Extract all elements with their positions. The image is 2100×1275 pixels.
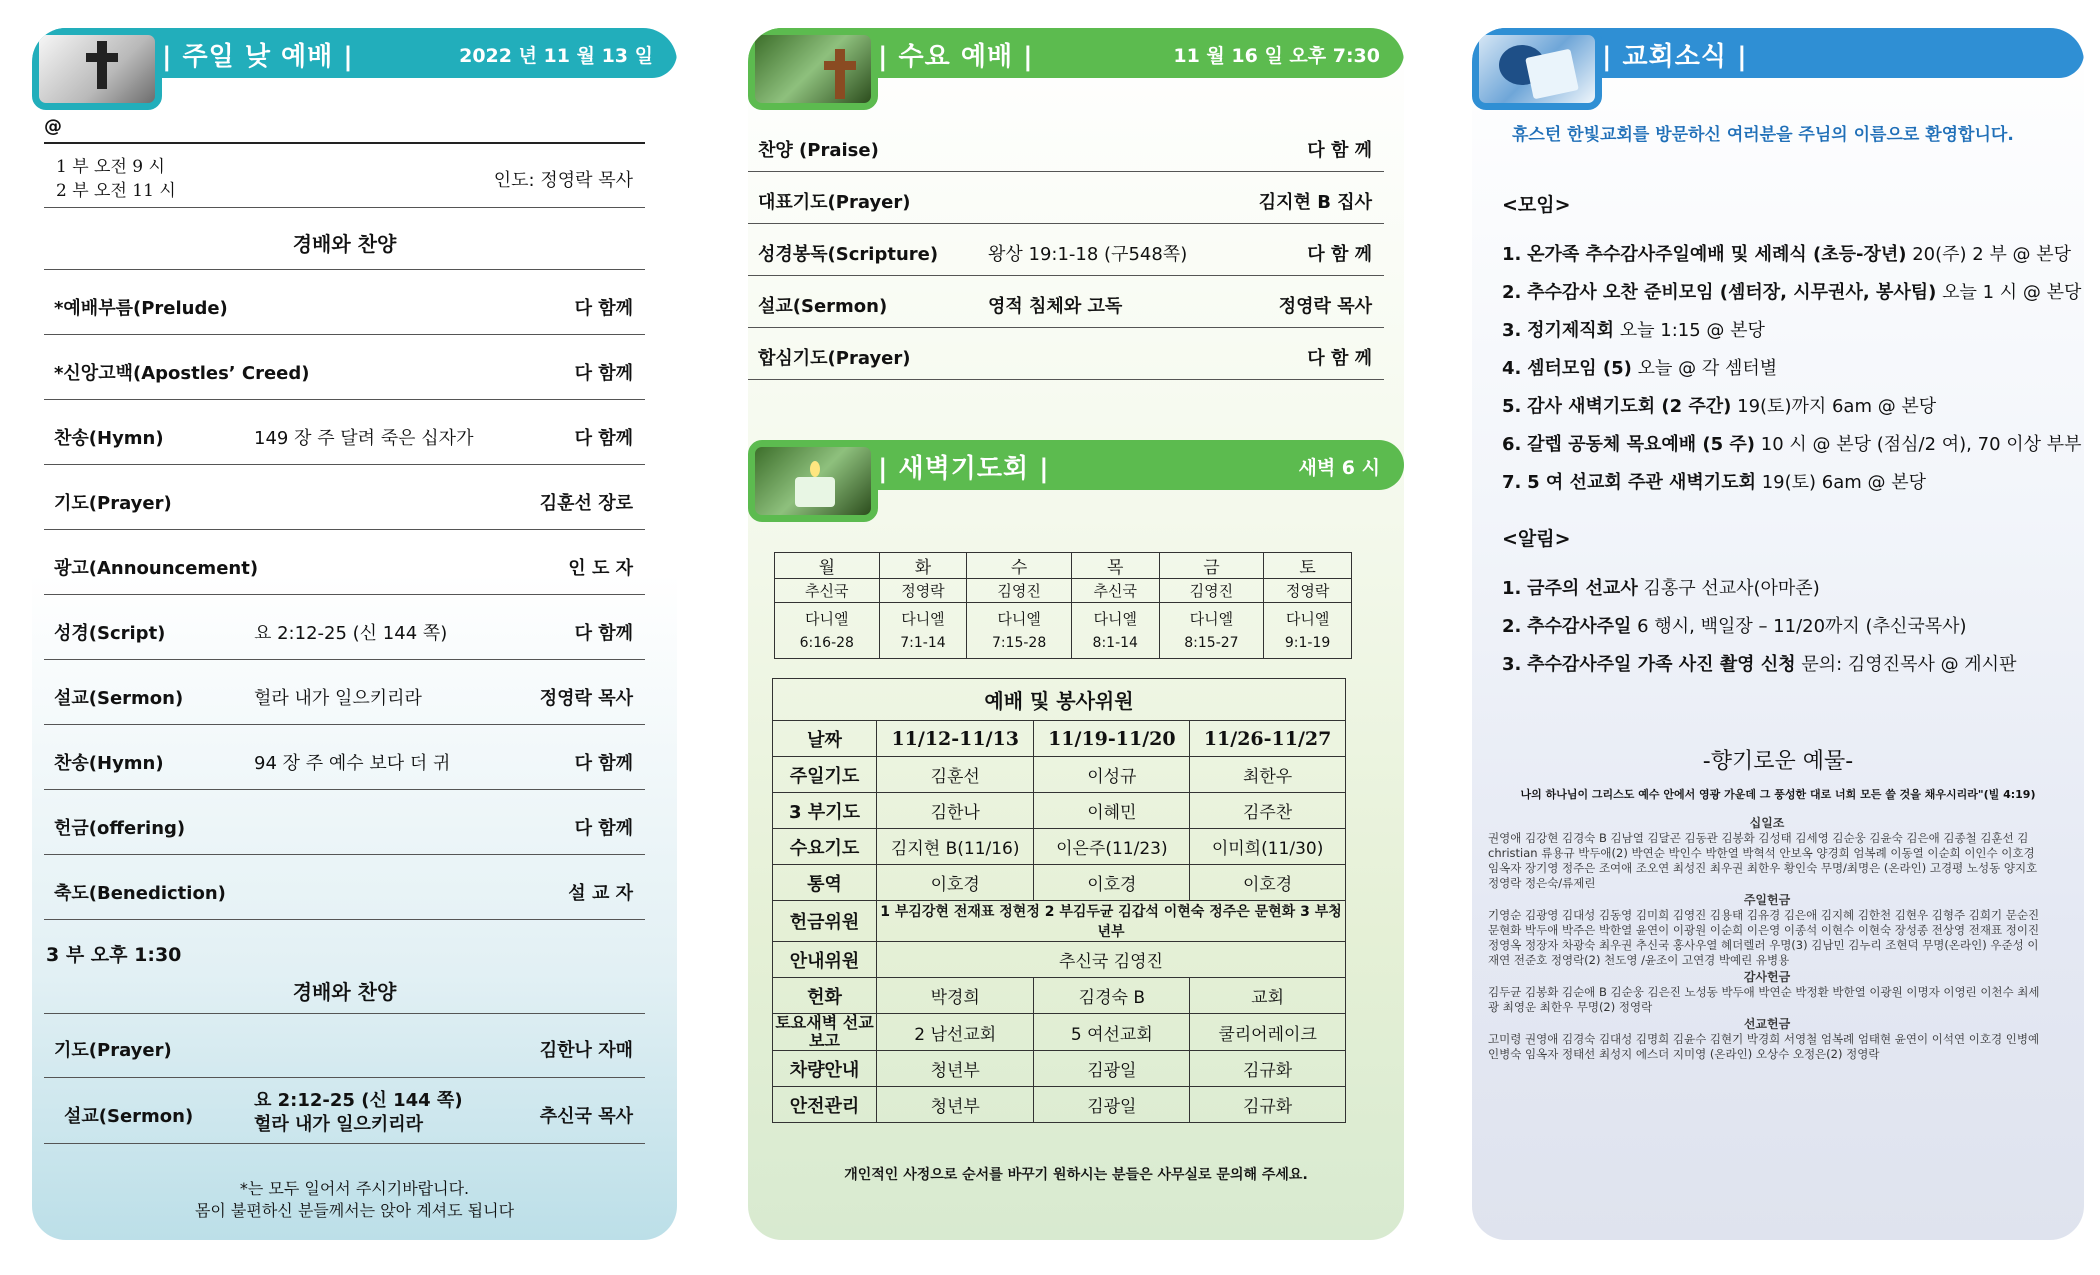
dawn-day: 토 bbox=[1264, 553, 1352, 579]
offering-verse: 나의 하나님이 그리스도 예수 안에서 영광 가운데 그 풍성한 대로 너희 모든 쓸 것을 채우시리라"(빌 4:19) bbox=[1520, 788, 2036, 801]
notice-name: 추수감사주일 가족 사진 촬영 신청 bbox=[1527, 654, 1796, 675]
duty-cell: 청년부 bbox=[877, 1087, 1034, 1123]
dawn-reading bbox=[1071, 603, 1159, 659]
duty-label: 주일기도 bbox=[773, 757, 877, 793]
duty-date: 11/19-11/20 bbox=[1034, 721, 1190, 757]
meeting-item bbox=[1502, 392, 1936, 418]
meeting-name: 셈터모임 (5) bbox=[1527, 358, 1632, 379]
dawn-reading bbox=[775, 603, 880, 659]
duty-cell: 김지현 B(11/16) bbox=[877, 829, 1034, 865]
dawn-leader: 정영락 bbox=[879, 579, 967, 603]
duty-cell: 청년부 bbox=[877, 1051, 1034, 1087]
dawn-leader: 정영락 bbox=[1264, 579, 1352, 603]
duty-cell: 김광일 bbox=[1034, 1087, 1190, 1123]
order-detail: 요 2:12-25 (신 144 쪽) bbox=[254, 623, 448, 644]
duty-label: 통역 bbox=[773, 865, 877, 901]
section-heading-row bbox=[44, 208, 645, 270]
dawn-days-row bbox=[775, 553, 1352, 579]
tithe-names: 권영애 김강현 김경숙 B 김남열 김달곤 김동관 김봉화 김성태 김세영 김순웅 김윤숙 김은애 김종철 김훈선 김 christian 류용규 박두애(2) 박연순 박인수 박한열 박혁석 안보옥 양경희 엄복례 이동열 이순희 이인수 이호경 임옥자 장기영 정주은 조여애 조오연 최성진 최우권 최한우 황인숙 무명/최명은 (온라인) 고경평 노성동 양지호 정영락 정은숙/류제린 bbox=[1488, 831, 2038, 890]
meeting-number: 5. bbox=[1502, 396, 1522, 417]
gift-card-image bbox=[1472, 28, 1602, 110]
order-person: 정영락 목사 bbox=[539, 688, 633, 709]
duty-cell: 이호경 bbox=[1190, 865, 1346, 901]
wednesday-date: 11 월 16 일 오후 7:30 bbox=[1173, 45, 1380, 67]
duty-row bbox=[773, 1087, 1346, 1123]
meeting-detail: 오늘 @ 각 셈터별 bbox=[1637, 358, 1778, 379]
duty-row bbox=[773, 978, 1346, 1014]
order-detail: 영적 침체와 고독 bbox=[988, 296, 1123, 317]
order-row bbox=[748, 276, 1384, 328]
section-heading: 경배와 찬양 bbox=[292, 232, 397, 256]
footnote-line-1: *는 모두 일어서 주시기바랍니다. bbox=[239, 1179, 470, 1198]
section-heading-3: 경배와 찬양 bbox=[292, 980, 397, 1004]
order-person: 다 함께 bbox=[574, 298, 633, 319]
notice-item bbox=[1502, 650, 2016, 676]
dawn-reading bbox=[879, 603, 967, 659]
notice-detail: 6 행시, 백일장 – 11/20까지 (추신국목사) bbox=[1637, 616, 1967, 637]
order-person: 인 도 자 bbox=[568, 558, 633, 579]
notice-name: 금주의 선교사 bbox=[1527, 578, 1638, 599]
dawn-reading-book: 다니엘 bbox=[901, 609, 945, 628]
duty-cell: 김훈선 bbox=[877, 757, 1034, 793]
meeting-detail: 20(주) 2 부 @ 본당 bbox=[1912, 244, 2072, 265]
order-row bbox=[44, 790, 645, 855]
dawn-reading-verses: 7:15-28 bbox=[991, 634, 1047, 651]
dawn-leaders-row bbox=[775, 579, 1352, 603]
duty-label: 안전관리 bbox=[773, 1087, 877, 1123]
service-3-prayer-row bbox=[44, 1014, 645, 1078]
cross-icon bbox=[835, 49, 845, 99]
order-label: 기도(Prayer) bbox=[54, 1040, 172, 1061]
order-label: *예배부름(Prelude) bbox=[54, 298, 228, 319]
meeting-item bbox=[1502, 316, 1765, 342]
dawn-reading-verses: 8:15-27 bbox=[1184, 634, 1239, 651]
dawn-readings-row bbox=[775, 603, 1352, 659]
duty-cell: 이성규 bbox=[1034, 757, 1190, 793]
dawn-header-title: | 새벽기도회 | bbox=[878, 454, 1050, 484]
duty-cell: 김광일 bbox=[1034, 1051, 1190, 1087]
duty-cell: 이혜민 bbox=[1034, 793, 1190, 829]
order-row bbox=[44, 400, 645, 465]
dawn-reading-book: 다니엘 bbox=[997, 609, 1041, 628]
order-detail: 왕상 19:1-18 (구548쪽) bbox=[988, 244, 1188, 265]
duty-label: 수요기도 bbox=[773, 829, 877, 865]
dawn-reading bbox=[1264, 603, 1352, 659]
order-label: 찬송(Hymn) bbox=[54, 753, 164, 774]
cross-icon bbox=[97, 41, 107, 89]
service-leader: 인도: 정영락 목사 bbox=[493, 170, 633, 191]
meeting-item bbox=[1502, 430, 2082, 456]
order-row bbox=[44, 270, 645, 335]
meeting-name: 감사 새벽기도회 (2 주간) bbox=[1527, 396, 1732, 417]
section-heading-3-row bbox=[44, 964, 645, 1014]
duty-cell: 김한나 bbox=[877, 793, 1034, 829]
dawn-reading bbox=[1159, 603, 1264, 659]
order-person: 다 함께 bbox=[574, 428, 633, 449]
duty-row bbox=[773, 1014, 1346, 1051]
order-label: 기도(Prayer) bbox=[54, 493, 172, 514]
order-row bbox=[44, 530, 645, 595]
duty-table bbox=[772, 678, 1346, 1123]
cross-bar-icon bbox=[824, 61, 856, 70]
thanksgiving-names: 김두균 김봉화 김순애 B 김순웅 김은진 노성동 박두애 박연순 박정환 박한열 이광원 이명자 이영린 이천수 최세광 최영운 최한우 무명(2) 정영락 bbox=[1488, 985, 2040, 1014]
dawn-time: 새벽 6 시 bbox=[1298, 457, 1380, 479]
order-person: 다 함께 bbox=[574, 363, 633, 384]
meeting-number: 3. bbox=[1502, 320, 1522, 341]
order-person: 추신국 목사 bbox=[539, 1106, 633, 1127]
wednesday-header-title: | 수요 예배 | bbox=[878, 42, 1034, 72]
order-detail: 94 장 주 예수 보다 더 귀 bbox=[254, 753, 451, 774]
duty-date: 11/26-11/27 bbox=[1190, 721, 1346, 757]
meeting-name: 5 여 선교회 주관 새벽기도회 bbox=[1527, 472, 1756, 493]
dawn-day: 화 bbox=[879, 553, 967, 579]
order-label: 설교(Sermon) bbox=[54, 688, 184, 709]
duty-row bbox=[773, 1051, 1346, 1087]
divider bbox=[44, 142, 645, 144]
order-row bbox=[44, 335, 645, 400]
meeting-item bbox=[1502, 468, 1926, 494]
welcome-message: 휴스턴 한빛교회를 방문하신 여러분을 주님의 이름으로 환영합니다. bbox=[1512, 125, 2014, 145]
meeting-name: 추수감사 오찬 준비모임 (셈터장, 시무권사, 봉사팀) bbox=[1527, 282, 1937, 303]
meeting-number: 2. bbox=[1502, 282, 1522, 303]
order-label: 성경봉독(Scripture) bbox=[758, 244, 939, 265]
offering-list bbox=[1488, 814, 2046, 1062]
dawn-reading-verses: 8:1-14 bbox=[1092, 634, 1138, 651]
sunday-header-title: | 주일 낮 예배 | bbox=[162, 42, 354, 72]
dawn-leader: 김영진 bbox=[1159, 579, 1264, 603]
dawn-schedule-table bbox=[774, 552, 1352, 659]
duty-offering-row bbox=[773, 901, 1346, 942]
meeting-detail: 오늘 1 시 @ 본당 bbox=[1942, 282, 2082, 303]
duty-title: 예배 및 봉사위원 bbox=[773, 679, 1346, 721]
meeting-item bbox=[1502, 240, 2071, 266]
order-person: 정영락 목사 bbox=[1278, 296, 1372, 317]
meeting-detail: 19(토)까지 6am @ 본당 bbox=[1737, 396, 1937, 417]
candle-image bbox=[748, 440, 878, 522]
notice-item bbox=[1502, 612, 1967, 638]
order-row bbox=[748, 120, 1384, 172]
order-label: 찬송(Hymn) bbox=[54, 428, 164, 449]
notice-number: 3. bbox=[1502, 654, 1522, 675]
duty-cell: 김주찬 bbox=[1190, 793, 1346, 829]
dawn-day: 목 bbox=[1071, 553, 1159, 579]
order-label: 축도(Benediction) bbox=[54, 883, 226, 904]
dawn-reading-book: 다니엘 bbox=[1285, 609, 1330, 628]
thanksgiving-heading: 감사헌금 bbox=[1743, 970, 1791, 984]
dawn-leader: 김영진 bbox=[967, 579, 1072, 603]
meeting-detail: 19(토) 6am @ 본당 bbox=[1761, 472, 1926, 493]
order-label: 합심기도(Prayer) bbox=[758, 348, 911, 369]
service-2-time: 2 부 오전 11 시 bbox=[56, 181, 176, 201]
notice-number: 2. bbox=[1502, 616, 1522, 637]
order-label: 찬양 (Praise) bbox=[758, 140, 879, 161]
order-person: 다 함 께 bbox=[1307, 244, 1372, 265]
duty-cell: 이호경 bbox=[877, 865, 1034, 901]
dawn-reading-book: 다니엘 bbox=[805, 609, 849, 628]
order-label: 광고(Announcement) bbox=[54, 558, 259, 579]
duty-label: 헌화 bbox=[773, 978, 877, 1014]
order-person: 다 함께 bbox=[574, 623, 633, 644]
meeting-name: 정기제직회 bbox=[1527, 320, 1615, 341]
dawn-day: 금 bbox=[1159, 553, 1264, 579]
candle-icon bbox=[795, 477, 835, 507]
service-3-time: 3 부 오후 1:30 bbox=[46, 944, 182, 966]
footnote bbox=[32, 1178, 677, 1222]
duty-cell: 이호경 bbox=[1034, 865, 1190, 901]
dawn-leader: 추신국 bbox=[775, 579, 880, 603]
duty-usher-row bbox=[773, 942, 1346, 978]
meeting-number: 1. bbox=[1502, 244, 1522, 265]
duty-cell: 쿨리어레이크 bbox=[1190, 1014, 1346, 1051]
wednesday-service-panel bbox=[748, 28, 1404, 1240]
dawn-reading-book: 다니엘 bbox=[1093, 609, 1137, 628]
sermon-title: 헐라 내가 일으키리라 bbox=[254, 1114, 424, 1135]
dawn-day: 월 bbox=[775, 553, 880, 579]
church-news-panel bbox=[1472, 28, 2084, 1240]
meeting-detail: 오늘 1:15 @ 본당 bbox=[1619, 320, 1765, 341]
order-person: 김지현 B 집사 bbox=[1258, 192, 1372, 213]
notice-detail: 문의: 김영진목사 @ 게시판 bbox=[1801, 654, 2017, 675]
duty-cell: 2 남선교회 bbox=[877, 1014, 1034, 1051]
dawn-reading-verses: 9:1-19 bbox=[1284, 634, 1331, 651]
service-1-time: 1 부 오전 9 시 bbox=[56, 157, 165, 177]
mission-heading: 선교헌금 bbox=[1743, 1017, 1791, 1031]
order-row bbox=[44, 660, 645, 725]
flame-icon bbox=[810, 461, 820, 477]
dawn-leader: 추신국 bbox=[1071, 579, 1159, 603]
meeting-detail: 10 시 @ 본당 (점심/2 여), 70 이상 부부 bbox=[1760, 434, 2082, 455]
sunday-offering-heading: 주일헌금 bbox=[1743, 893, 1791, 907]
duty-label: 3 부기도 bbox=[773, 793, 877, 829]
order-person: 김한나 자매 bbox=[539, 1040, 633, 1061]
duty-row bbox=[773, 757, 1346, 793]
duty-row bbox=[773, 829, 1346, 865]
notice-item bbox=[1502, 574, 1820, 600]
meeting-name: 온가족 추수감사주일예배 및 세례식 (초등-장년) bbox=[1527, 244, 1907, 265]
mission-names: 고미령 권영애 김경숙 김대성 김명희 김윤수 김현기 박경희 서영철 엄복례 엄태현 윤연이 이석연 이호경 인병예 인병숙 임옥자 정태선 최성지 에스더 지미영 (온라인) 오상수 오정은(2) 정영락 bbox=[1488, 1032, 2040, 1061]
meetings-title: <모임> bbox=[1502, 194, 1571, 216]
order-person: 다 함께 bbox=[574, 753, 633, 774]
sunday-offering-names: 기영순 김광영 김대성 김동영 김미희 김영진 김용태 김유경 김은애 김지혜 김한천 김현우 김형주 김희기 문순진 문현화 박두애 박주은 박한열 윤연이 이광원 이순희 이은영 이종석 이현수 이현숙 장성종 전상영 전재표 정이진 정영옥 정장자 차광숙 최우권 추신국 홍사우열 혜더렐러 우명(3) 김남민 김누리 조현덕 무명(온라인) 우준성 이재연 전준호 정영락(2) 천도영 /윤조이 고연경 박예린 유병용 bbox=[1488, 908, 2040, 967]
duty-cell: 김규화 bbox=[1190, 1051, 1346, 1087]
order-person: 다 함께 bbox=[574, 818, 633, 839]
duty-cell: 최한우 bbox=[1190, 757, 1346, 793]
notices-title: <알림> bbox=[1502, 528, 1571, 550]
notice-detail: 김홍구 선교사(아마존) bbox=[1643, 578, 1820, 599]
meeting-number: 4. bbox=[1502, 358, 1522, 379]
meeting-item bbox=[1502, 354, 1777, 380]
meeting-item bbox=[1502, 278, 2081, 304]
order-row bbox=[748, 328, 1384, 380]
duty-title-row bbox=[773, 679, 1346, 721]
duty-cell: 이은주(11/23) bbox=[1034, 829, 1190, 865]
tithe-heading: 십일조 bbox=[1749, 816, 1785, 830]
footnote-line-2: 몸이 불편하신 분들께서는 앉아 계셔도 됩니다 bbox=[194, 1201, 515, 1220]
dawn-reading-verses: 6:16-28 bbox=[799, 634, 854, 651]
duty-date: 11/12-11/13 bbox=[877, 721, 1034, 757]
duty-cell: 교회 bbox=[1190, 978, 1346, 1014]
duty-label: 차량안내 bbox=[773, 1051, 877, 1087]
sermon-scripture: 요 2:12-25 (신 144 쪽) bbox=[254, 1090, 463, 1111]
order-label: 헌금(offering) bbox=[54, 818, 186, 839]
order-row bbox=[44, 595, 645, 660]
order-detail: 헐라 내가 일으키리라 bbox=[254, 688, 422, 709]
duty-cell: 박경희 bbox=[877, 978, 1034, 1014]
dawn-reading bbox=[967, 603, 1072, 659]
offering-committee: 1 부김강현 전재표 정현정 2 부김두균 김갑석 이현숙 정주은 문현화 3 부청년부 bbox=[877, 901, 1346, 942]
order-label: *신앙고백(Apostles’ Creed) bbox=[54, 363, 310, 384]
at-sign: @ bbox=[44, 116, 62, 137]
bible-cross-image bbox=[32, 28, 162, 110]
card-icon bbox=[1525, 49, 1579, 100]
duty-row bbox=[773, 793, 1346, 829]
duty-date-label: 날짜 bbox=[773, 721, 877, 757]
duty-label: 토요새벽 선교보고 bbox=[773, 1014, 877, 1051]
duty-cell: 이미희(11/30) bbox=[1190, 829, 1346, 865]
news-header-title: | 교회소식 | bbox=[1602, 42, 1748, 72]
duty-row bbox=[773, 865, 1346, 901]
dawn-day: 수 bbox=[967, 553, 1072, 579]
service-3-sermon-row bbox=[44, 1078, 645, 1144]
order-label: 성경(Script) bbox=[54, 623, 166, 644]
sunday-service-panel bbox=[32, 28, 677, 1240]
order-person: 설 교 자 bbox=[568, 883, 633, 904]
dawn-reading-verses: 7:1-14 bbox=[900, 634, 946, 651]
notice-name: 추수감사주일 bbox=[1527, 616, 1632, 637]
sunday-date: 2022 년 11 월 13 일 bbox=[459, 45, 653, 67]
order-detail: 149 장 주 달려 죽은 십자가 bbox=[254, 428, 474, 449]
order-row bbox=[748, 172, 1384, 224]
order-person: 김훈선 장로 bbox=[539, 493, 633, 514]
meeting-name: 갈렙 공동체 목요예배 (5 주) bbox=[1527, 434, 1756, 455]
order-row bbox=[44, 465, 645, 530]
usher-committee: 추신국 김영진 bbox=[877, 942, 1346, 978]
duty-label: 안내위원 bbox=[773, 942, 877, 978]
order-label: 대표기도(Prayer) bbox=[758, 192, 911, 213]
order-label: 설교(Sermon) bbox=[64, 1106, 194, 1127]
offering-title: -향기로운 예물- bbox=[1702, 749, 1854, 774]
order-label: 설교(Sermon) bbox=[758, 296, 888, 317]
cross-bar-icon bbox=[86, 53, 118, 62]
meeting-number: 6. bbox=[1502, 434, 1522, 455]
duty-date-row bbox=[773, 721, 1346, 757]
order-row bbox=[44, 725, 645, 790]
duty-note: 개인적인 사정으로 순서를 바꾸기 원하시는 분들은 사무실로 문의해 주세요. bbox=[844, 1167, 1308, 1183]
service-times-row bbox=[44, 146, 645, 208]
duty-cell: 김규화 bbox=[1190, 1087, 1346, 1123]
wooden-cross-image bbox=[748, 28, 878, 110]
order-row bbox=[748, 224, 1384, 276]
duty-cell: 5 여선교회 bbox=[1034, 1014, 1190, 1051]
order-row bbox=[44, 855, 645, 920]
order-person: 다 함 께 bbox=[1307, 348, 1372, 369]
notice-number: 1. bbox=[1502, 578, 1522, 599]
duty-label: 헌금위원 bbox=[773, 901, 877, 942]
duty-cell: 김경숙 B bbox=[1034, 978, 1190, 1014]
order-person: 다 함 께 bbox=[1307, 140, 1372, 161]
meeting-number: 7. bbox=[1502, 472, 1522, 493]
dawn-reading-book: 다니엘 bbox=[1189, 609, 1234, 628]
